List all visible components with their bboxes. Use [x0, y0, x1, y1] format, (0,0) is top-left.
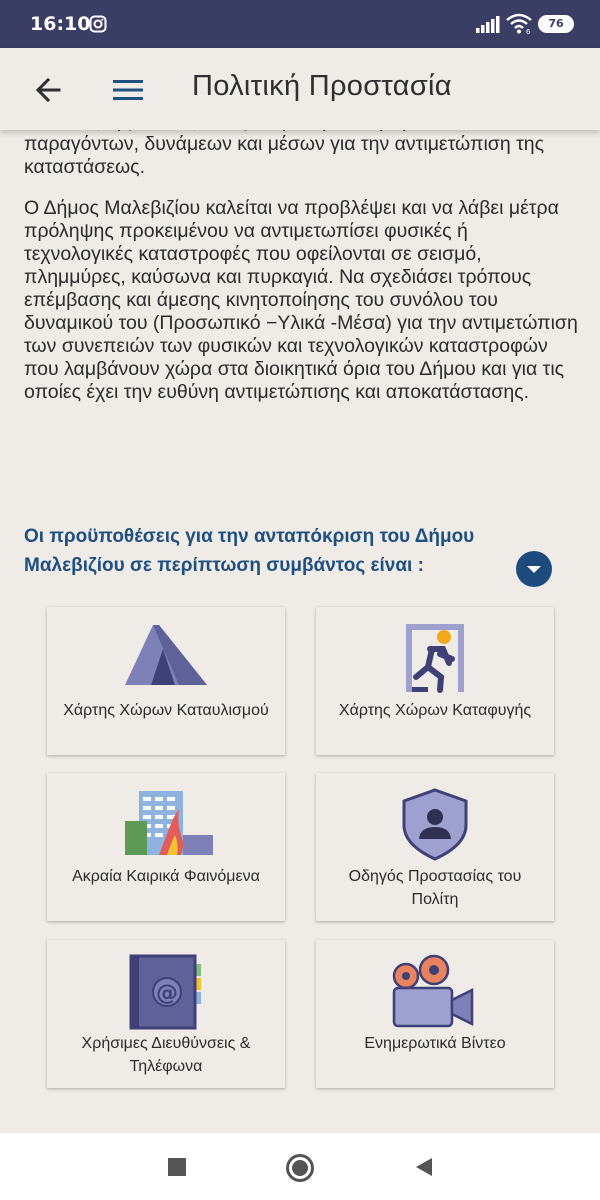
tile-shelter-label: Χάρτης Χώρων Καταφυγής	[338, 702, 532, 719]
tile-citizen-guide[interactable]	[316, 773, 554, 921]
recents-square-icon[interactable]	[168, 1158, 186, 1176]
status-time: 16:10	[30, 13, 91, 35]
tile-extreme-weather[interactable]	[47, 773, 285, 921]
tile-info-videos[interactable]	[316, 940, 554, 1088]
signal-icon	[476, 15, 500, 33]
description-paragraph: Ο Δήμος Μαλεβιζίου καλείται να προβλέψει και να λάβει μέτρα πρόληψης προκειμένου να αντιμετωπίσει φυσικές ή τεχνολογικές καταστροφές που οφείλονται σε σεισμό, πλημμύρες, καύσωνα και πυρκαγιά. Να σχεδιάσει τρόπους επέμβασης και άμεσης κινητοποίησης του συνόλου του δυναμικού του (Προσωπικό −Υλικά -Μέσα) για την αντιμετώπιση των συνεπειών των φυσικών και τεχνολογικών καταστροφών που λαμβάνουν χώρα στα διοικητικά όρια του Δήμου και για τις οποίες έχει την ευθύνη αντιμετώπισης και αποκατάστασης.	[24, 197, 578, 403]
tile-shelter-map[interactable]	[316, 607, 554, 755]
tile-camp-map[interactable]	[47, 607, 285, 755]
section-heading: Οι προϋποθέσεις για την ανταπόκριση του Δήμου Μαλεβιζίου σε περίπτωση συμβάντος είναι :	[24, 526, 475, 576]
chevron-down-icon	[516, 551, 552, 587]
address-book-icon	[47, 940, 285, 1030]
intro-paragraph: παραγόντων, δυνάμεων και μέσων για την αντιμετώπιση της καταστάσεως.	[24, 133, 545, 178]
back-triangle-icon[interactable]	[414, 1157, 434, 1177]
app-bar	[0, 48, 600, 130]
tile-weather-label: Ακραία Καιρικά Φαινόμενα	[72, 868, 260, 885]
tile-addresses-phones[interactable]	[47, 940, 285, 1088]
svg-text:6: 6	[526, 28, 531, 36]
back-arrow-icon[interactable]	[28, 70, 70, 112]
exit-running-icon	[316, 607, 554, 697]
status-bar	[0, 0, 600, 48]
page-title: Πολιτική Προστασία	[192, 70, 452, 102]
building-weather-icon	[47, 773, 285, 863]
tile-camp-label: Χάρτης Χώρων Καταυλισμού	[63, 702, 269, 719]
expand-button[interactable]	[516, 551, 552, 587]
tile-videos-label: Ενημερωτικά Βίντεο	[364, 1035, 506, 1052]
shield-person-icon	[316, 773, 554, 863]
tile-contacts-label: Χρήσιμες Διευθύνσεις & Τηλέφωνα	[81, 1035, 251, 1075]
svg-text:@: @	[156, 981, 178, 1006]
system-nav-bar	[0, 1133, 600, 1200]
wifi-icon	[506, 13, 534, 35]
home-circle-icon[interactable]	[286, 1154, 314, 1182]
battery-indicator: 76	[538, 15, 574, 33]
tile-guide-label: Οδηγός Προστασίας του Πολίτη	[348, 868, 522, 908]
content-scroll-area[interactable]	[0, 130, 600, 1133]
instagram-icon	[89, 15, 107, 33]
menu-hamburger-icon[interactable]	[108, 70, 150, 112]
video-camera-icon	[316, 940, 554, 1030]
tent-icon	[47, 607, 285, 697]
